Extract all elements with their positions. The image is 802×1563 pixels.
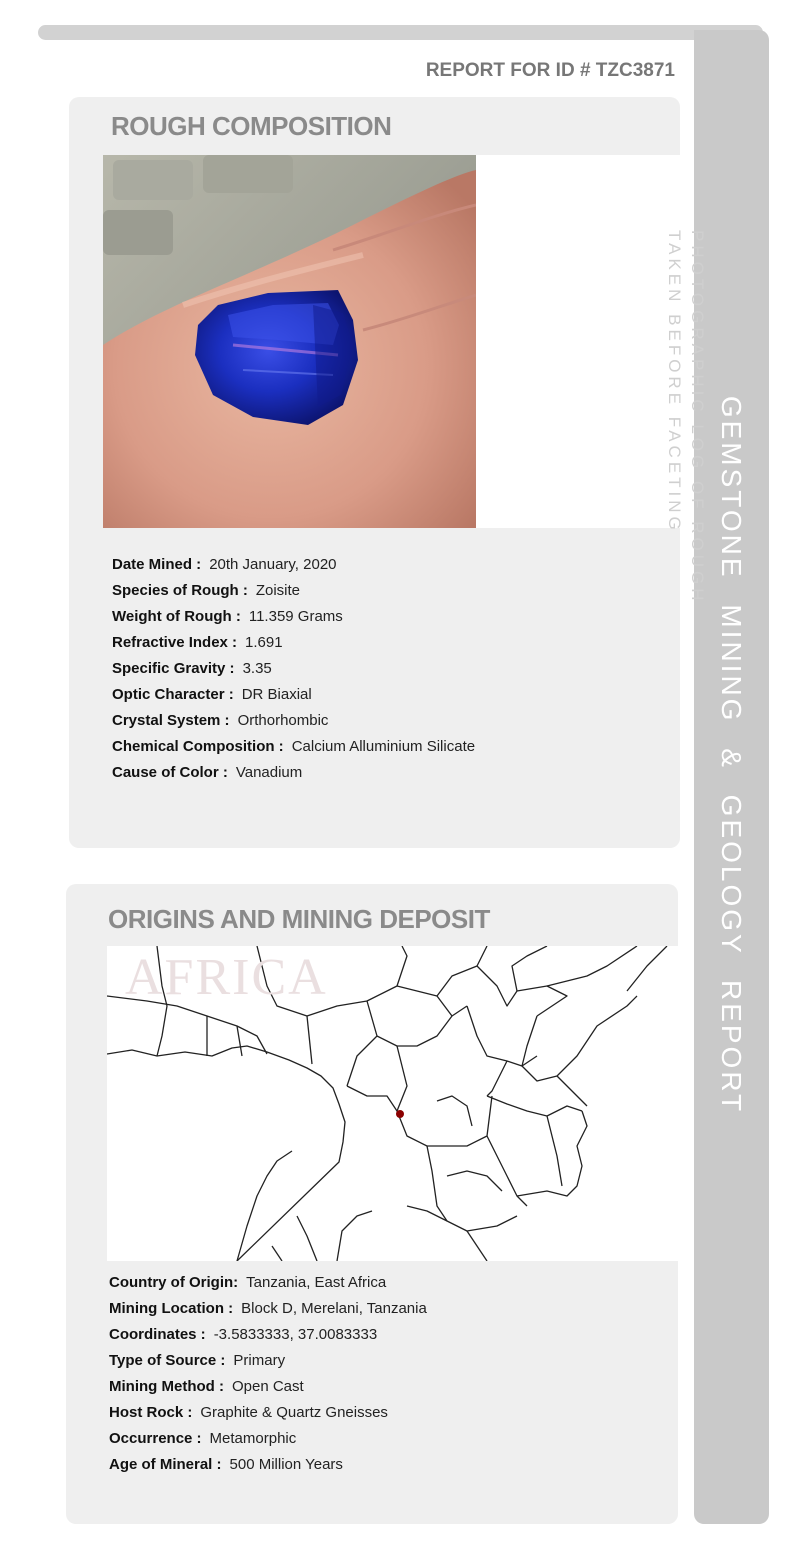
field-label: Coordinates : — [109, 1326, 206, 1343]
africa-map — [107, 946, 678, 1261]
field-host-rock — [109, 1404, 427, 1430]
field-label: Cause of Color : — [112, 764, 228, 781]
field-value: 1.691 — [245, 634, 283, 651]
field-crystal-system — [112, 712, 475, 738]
field-label: Specific Gravity : — [112, 660, 235, 677]
field-value: Tanzania, East Africa — [246, 1274, 387, 1291]
field-label: Mining Method : — [109, 1378, 224, 1395]
field-mining-location — [109, 1300, 427, 1326]
field-label: Refractive Index : — [112, 634, 238, 651]
field-value: Metamorphic — [209, 1430, 297, 1447]
field-label: Optic Character : — [112, 686, 234, 703]
field-label: Country of Origin: — [109, 1274, 239, 1291]
field-chemical-composition — [112, 738, 475, 764]
field-label: Occurrence : — [109, 1430, 202, 1447]
field-value: Calcium Alluminium Silicate — [291, 738, 476, 755]
field-value: Open Cast — [231, 1378, 304, 1395]
field-value: Block D, Merelani, Tanzania — [241, 1300, 427, 1317]
map-label: AFRICA — [125, 949, 328, 1006]
field-value: Vanadium — [235, 764, 303, 781]
field-age-of-mineral — [109, 1456, 427, 1482]
rough-composition-card — [69, 97, 707, 848]
field-value: Orthorhombic — [237, 712, 329, 729]
origins-fields — [109, 1274, 427, 1482]
rough-gem-photo — [103, 155, 476, 528]
field-species — [112, 582, 475, 608]
field-value: 500 Million Years — [229, 1456, 343, 1473]
field-label: Date Mined : — [112, 556, 202, 573]
side-title: GEMSTONE MINING & GEOLOGY REPORT — [716, 395, 747, 1115]
report-id: REPORT FOR ID # TZC3871 — [425, 60, 675, 81]
field-coordinates — [109, 1326, 427, 1352]
field-label: Chemical Composition : — [112, 738, 284, 755]
field-label: Type of Source : — [109, 1352, 226, 1369]
field-label: Mining Location : — [109, 1300, 234, 1317]
field-label: Species of Rough : — [112, 582, 248, 599]
field-label: Host Rock : — [109, 1404, 193, 1421]
field-country — [109, 1274, 427, 1300]
field-mining-method — [109, 1378, 427, 1404]
field-label: Weight of Rough : — [112, 608, 241, 625]
field-value: Graphite & Quartz Gneisses — [200, 1404, 388, 1421]
field-value: 3.35 — [242, 660, 272, 677]
field-weight — [112, 608, 475, 634]
field-refractive-index — [112, 634, 475, 660]
field-label: Age of Mineral : — [109, 1456, 222, 1473]
field-type-of-source — [109, 1352, 427, 1378]
field-specific-gravity — [112, 660, 475, 686]
field-label: Crystal System : — [112, 712, 230, 729]
field-value: 20th January, 2020 — [209, 556, 337, 573]
field-cause-of-color — [112, 764, 475, 790]
origins-title: ORIGINS AND MINING DEPOSIT — [108, 904, 490, 934]
field-date-mined — [112, 556, 475, 582]
rough-composition-title: ROUGH COMPOSITION — [111, 111, 392, 141]
field-value: 11.359 Grams — [248, 608, 343, 625]
field-occurrence — [109, 1430, 427, 1456]
field-optic-character — [112, 686, 475, 712]
rough-fields — [112, 556, 475, 790]
field-value: -3.5833333, 37.0083333 — [213, 1326, 378, 1343]
top-bar — [38, 25, 763, 40]
field-value: DR Biaxial — [241, 686, 312, 703]
photo-caption: PHOTOGRAPHIC LOG OF ROUGH TAKEN BEFORE FACETING — [665, 230, 707, 605]
field-value: Primary — [233, 1352, 286, 1369]
origins-card — [66, 884, 678, 1524]
field-value: Zoisite — [255, 582, 301, 599]
